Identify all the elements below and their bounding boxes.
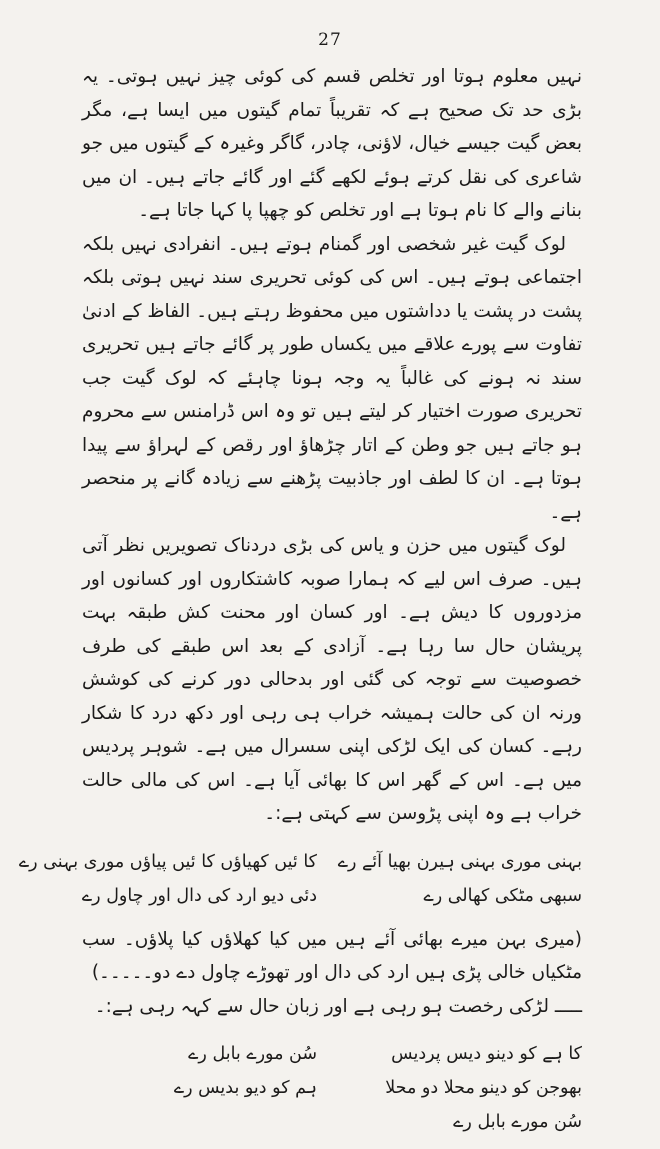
- paragraph: لوک گیت غیر شخصی اور گمنام ہوتے ہیں۔ انفرادی نہیں بلکہ اجتماعی ہوتے ہیں۔ اس کی کوئی تحریری سند نہیں ہوتی بلکہ پشت در پشت یا دداشتوں میں محفوظ رہتے ہیں۔ الفاظ کے ادنیٰ تفاوت سے پورے علاقے میں یکساں طور پر گائے جاتے ہیں تحریری سند نہ ہونے کی غالباً یہ وجہ ہونا چاہئے کہ لوک گیت جب تحریری صورت اختیار کر لیتے ہیں تو وہ اس ڈرامنس سے محروم ہو جاتے ہیں جو وطن کے اتار چڑھاؤ اور رقص کے لہراؤ سے پیدا ہوتا ہے۔ ان کا لطف اور جاذبیت پڑھنے سے زیادہ گانے پر منحصر ہے۔: [82, 233, 582, 523]
- paragraph: نہیں معلوم ہوتا اور تخلص قسم کی کوئی چیز نہیں ہوتی۔ یہ بڑی حد تک صحیح ہے کہ تقریباً تمام گیتوں میں ایسا ہے، مگر بعض گیت جیسے خیال، لاؤنی، چادر، گاگر وغیرہ کے گیتوں میں جو شاعری کی نقل کرتے ہوئے لکھے گئے اور گائے جاتے ہیں۔ ان میں بنانے والے کا نام ہوتا ہے اور تخلص کو چھپا پا کہا جاتا ہے۔: [82, 66, 582, 221]
- verse-line: [82, 1037, 582, 1071]
- verse-line: [82, 1071, 582, 1105]
- page-number: 27: [318, 30, 342, 50]
- verse-line: [18, 845, 582, 879]
- verse-first-half: کا ہے کو دینو دیس پردیس: [391, 1044, 582, 1064]
- verse-refrain: سُن مورے بابل رے: [453, 1112, 582, 1132]
- paragraph: ـــــ لڑکی رخصت ہو رہی ہے اور زبان حال سے کہہ رہی ہے:۔: [94, 995, 582, 1017]
- verse-second-half: سُن مورے بابل رے: [188, 1044, 317, 1064]
- body-text: [18, 60, 582, 1149]
- verse-second-half: ہم کو دیو بدیس رے: [173, 1078, 317, 1098]
- paragraph: (میری بہن میرے بھائی آئے ہیں میں کیا کھلاؤں کیا پلاؤں۔ سب مٹکیاں خالی پڑی ہیں ارد کی دال اور تھوڑے چاول دے دو۔۔۔۔۔): [82, 928, 582, 983]
- verse-first-half: بہنی موری بہنی ہیرن بھیا آئے رے: [337, 851, 582, 872]
- verse-block: [82, 1037, 582, 1139]
- verse-second-half: دئی دیو ارد کی دال اور چاول رے: [81, 885, 317, 906]
- verse-first-half: سبھی مٹکی کھالی رے: [423, 885, 582, 906]
- verse-second-half: کا ئیں کھیاؤں کا ئیں پیاؤں موری بہنی رے: [18, 851, 317, 872]
- verse-line: [82, 879, 582, 913]
- paragraph: لوک گیتوں میں حزن و یاس کی بڑی دردناک تصویریں نظر آتی ہیں۔ صرف اس لیے کہ ہمارا صوبہ کاشتکاروں اور کسانوں اور مزدوروں کا دیش ہے۔ اور کسان اور محنت کش طبقہ بہت پریشان حال سا رہا ہے۔ آزادی کے بعد اس طبقے کی طرف خصوصیت سے توجہ کی گئی اور بدحالی دور کرنے کی کوشش ورنہ ان کی حالت ہمیشہ خراب ہی رہی اور دکھ درد کا شکار رہے۔ کسان کی ایک لڑکی اپنی سسرال میں ہے۔ شوہر پردیس میں ہے۔ اس کے گھر اس کا بھائی آیا ہے۔ اس کی مالی حالت خراب ہے وہ اپنی پڑوسن سے کہتی ہے:۔: [82, 535, 582, 824]
- verse-block: [18, 845, 582, 913]
- verse-first-half: بھوجن کو دینو محلا دو محلا: [385, 1078, 582, 1098]
